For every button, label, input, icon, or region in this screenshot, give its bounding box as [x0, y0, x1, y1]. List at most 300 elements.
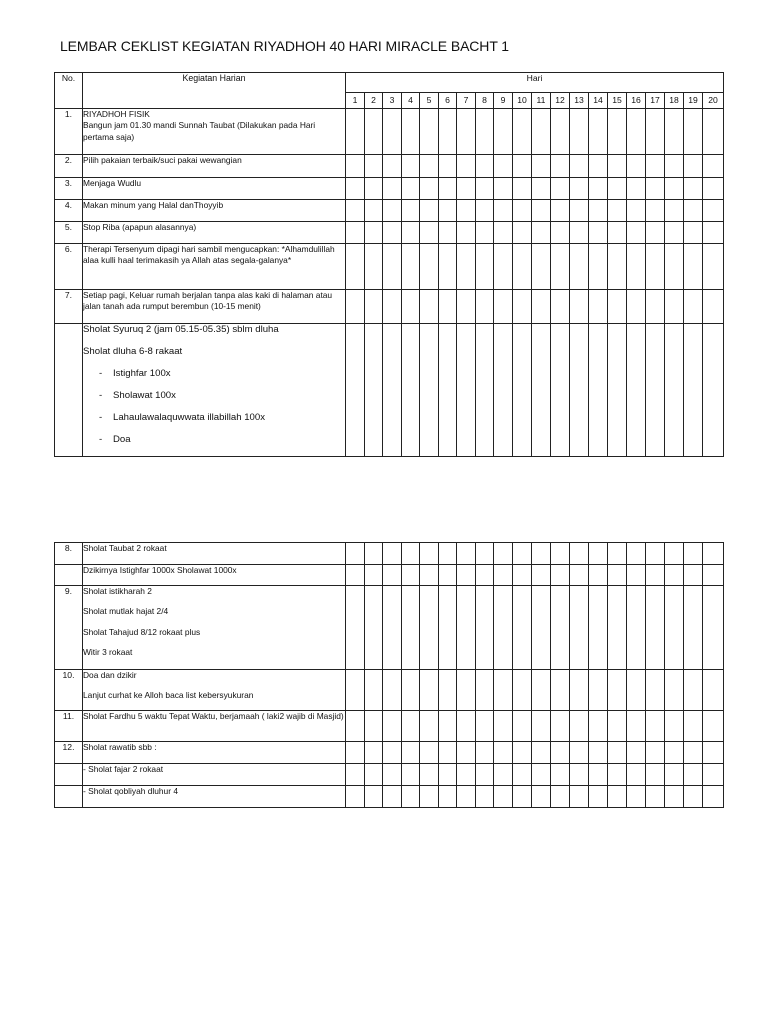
check-cell-day-2[interactable] [365, 222, 383, 244]
check-cell-day-4[interactable] [402, 786, 420, 808]
check-cell-day-17[interactable] [646, 324, 665, 457]
check-cell-day-15[interactable] [608, 543, 627, 565]
check-cell-day-19[interactable] [684, 244, 703, 290]
check-cell-day-15[interactable] [608, 711, 627, 742]
check-cell-day-18[interactable] [665, 178, 684, 200]
check-cell-day-4[interactable] [402, 324, 420, 457]
check-cell-day-5[interactable] [420, 565, 439, 586]
check-cell-day-10[interactable] [513, 155, 532, 178]
check-cell-day-16[interactable] [627, 200, 646, 222]
check-cell-day-13[interactable] [570, 222, 589, 244]
check-cell-day-4[interactable] [402, 565, 420, 586]
check-cell-day-3[interactable] [383, 155, 402, 178]
check-cell-day-2[interactable] [365, 109, 383, 155]
check-cell-day-5[interactable] [420, 324, 439, 457]
check-cell-day-2[interactable] [365, 670, 383, 711]
check-cell-day-11[interactable] [532, 786, 551, 808]
check-cell-day-10[interactable] [513, 244, 532, 290]
check-cell-day-5[interactable] [420, 290, 439, 324]
check-cell-day-10[interactable] [513, 543, 532, 565]
check-cell-day-14[interactable] [589, 586, 608, 670]
check-cell-day-18[interactable] [665, 711, 684, 742]
check-cell-day-6[interactable] [439, 290, 457, 324]
check-cell-day-9[interactable] [494, 290, 513, 324]
check-cell-day-4[interactable] [402, 178, 420, 200]
check-cell-day-19[interactable] [684, 543, 703, 565]
check-cell-day-17[interactable] [646, 742, 665, 764]
check-cell-day-20[interactable] [703, 109, 724, 155]
check-cell-day-13[interactable] [570, 565, 589, 586]
check-cell-day-9[interactable] [494, 565, 513, 586]
check-cell-day-7[interactable] [457, 711, 476, 742]
check-cell-day-9[interactable] [494, 543, 513, 565]
check-cell-day-15[interactable] [608, 290, 627, 324]
check-cell-day-3[interactable] [383, 290, 402, 324]
check-cell-day-6[interactable] [439, 670, 457, 711]
check-cell-day-12[interactable] [551, 565, 570, 586]
check-cell-day-17[interactable] [646, 178, 665, 200]
check-cell-day-1[interactable] [346, 786, 365, 808]
check-cell-day-13[interactable] [570, 543, 589, 565]
check-cell-day-4[interactable] [402, 711, 420, 742]
check-cell-day-12[interactable] [551, 670, 570, 711]
check-cell-day-17[interactable] [646, 670, 665, 711]
check-cell-day-7[interactable] [457, 178, 476, 200]
check-cell-day-20[interactable] [703, 244, 724, 290]
check-cell-day-8[interactable] [476, 324, 494, 457]
check-cell-day-12[interactable] [551, 711, 570, 742]
check-cell-day-15[interactable] [608, 670, 627, 711]
check-cell-day-6[interactable] [439, 200, 457, 222]
check-cell-day-7[interactable] [457, 586, 476, 670]
check-cell-day-17[interactable] [646, 155, 665, 178]
check-cell-day-1[interactable] [346, 764, 365, 786]
check-cell-day-8[interactable] [476, 586, 494, 670]
check-cell-day-13[interactable] [570, 109, 589, 155]
check-cell-day-10[interactable] [513, 109, 532, 155]
check-cell-day-7[interactable] [457, 670, 476, 711]
check-cell-day-16[interactable] [627, 155, 646, 178]
check-cell-day-13[interactable] [570, 290, 589, 324]
check-cell-day-20[interactable] [703, 178, 724, 200]
check-cell-day-16[interactable] [627, 178, 646, 200]
check-cell-day-16[interactable] [627, 586, 646, 670]
check-cell-day-4[interactable] [402, 290, 420, 324]
check-cell-day-3[interactable] [383, 586, 402, 670]
check-cell-day-1[interactable] [346, 742, 365, 764]
check-cell-day-2[interactable] [365, 711, 383, 742]
check-cell-day-19[interactable] [684, 764, 703, 786]
check-cell-day-9[interactable] [494, 586, 513, 670]
check-cell-day-16[interactable] [627, 742, 646, 764]
check-cell-day-8[interactable] [476, 222, 494, 244]
check-cell-day-3[interactable] [383, 565, 402, 586]
check-cell-day-20[interactable] [703, 711, 724, 742]
check-cell-day-3[interactable] [383, 200, 402, 222]
check-cell-day-14[interactable] [589, 178, 608, 200]
check-cell-day-15[interactable] [608, 742, 627, 764]
check-cell-day-16[interactable] [627, 222, 646, 244]
check-cell-day-14[interactable] [589, 244, 608, 290]
check-cell-day-7[interactable] [457, 290, 476, 324]
check-cell-day-19[interactable] [684, 711, 703, 742]
check-cell-day-17[interactable] [646, 786, 665, 808]
check-cell-day-5[interactable] [420, 178, 439, 200]
check-cell-day-16[interactable] [627, 764, 646, 786]
check-cell-day-11[interactable] [532, 155, 551, 178]
check-cell-day-10[interactable] [513, 324, 532, 457]
check-cell-day-7[interactable] [457, 764, 476, 786]
check-cell-day-2[interactable] [365, 200, 383, 222]
check-cell-day-13[interactable] [570, 786, 589, 808]
check-cell-day-2[interactable] [365, 565, 383, 586]
check-cell-day-4[interactable] [402, 670, 420, 711]
check-cell-day-8[interactable] [476, 786, 494, 808]
check-cell-day-6[interactable] [439, 786, 457, 808]
check-cell-day-20[interactable] [703, 786, 724, 808]
check-cell-day-10[interactable] [513, 200, 532, 222]
check-cell-day-18[interactable] [665, 786, 684, 808]
check-cell-day-11[interactable] [532, 324, 551, 457]
check-cell-day-4[interactable] [402, 155, 420, 178]
check-cell-day-19[interactable] [684, 178, 703, 200]
check-cell-day-12[interactable] [551, 244, 570, 290]
check-cell-day-1[interactable] [346, 543, 365, 565]
check-cell-day-12[interactable] [551, 200, 570, 222]
check-cell-day-20[interactable] [703, 200, 724, 222]
check-cell-day-6[interactable] [439, 586, 457, 670]
check-cell-day-5[interactable] [420, 586, 439, 670]
check-cell-day-1[interactable] [346, 711, 365, 742]
check-cell-day-12[interactable] [551, 178, 570, 200]
check-cell-day-8[interactable] [476, 244, 494, 290]
check-cell-day-11[interactable] [532, 742, 551, 764]
check-cell-day-14[interactable] [589, 565, 608, 586]
check-cell-day-5[interactable] [420, 711, 439, 742]
check-cell-day-9[interactable] [494, 670, 513, 711]
check-cell-day-15[interactable] [608, 324, 627, 457]
check-cell-day-19[interactable] [684, 742, 703, 764]
check-cell-day-9[interactable] [494, 200, 513, 222]
check-cell-day-6[interactable] [439, 543, 457, 565]
check-cell-day-12[interactable] [551, 764, 570, 786]
check-cell-day-18[interactable] [665, 764, 684, 786]
check-cell-day-14[interactable] [589, 670, 608, 711]
check-cell-day-20[interactable] [703, 290, 724, 324]
check-cell-day-3[interactable] [383, 764, 402, 786]
check-cell-day-8[interactable] [476, 742, 494, 764]
check-cell-day-11[interactable] [532, 109, 551, 155]
check-cell-day-3[interactable] [383, 670, 402, 711]
check-cell-day-5[interactable] [420, 786, 439, 808]
check-cell-day-5[interactable] [420, 543, 439, 565]
check-cell-day-2[interactable] [365, 290, 383, 324]
check-cell-day-17[interactable] [646, 586, 665, 670]
check-cell-day-10[interactable] [513, 711, 532, 742]
check-cell-day-11[interactable] [532, 244, 551, 290]
check-cell-day-10[interactable] [513, 222, 532, 244]
check-cell-day-2[interactable] [365, 244, 383, 290]
check-cell-day-12[interactable] [551, 290, 570, 324]
check-cell-day-18[interactable] [665, 109, 684, 155]
check-cell-day-17[interactable] [646, 109, 665, 155]
check-cell-day-6[interactable] [439, 764, 457, 786]
check-cell-day-19[interactable] [684, 290, 703, 324]
check-cell-day-7[interactable] [457, 543, 476, 565]
check-cell-day-20[interactable] [703, 586, 724, 670]
check-cell-day-5[interactable] [420, 109, 439, 155]
check-cell-day-2[interactable] [365, 324, 383, 457]
check-cell-day-8[interactable] [476, 109, 494, 155]
check-cell-day-8[interactable] [476, 764, 494, 786]
check-cell-day-18[interactable] [665, 565, 684, 586]
check-cell-day-9[interactable] [494, 109, 513, 155]
check-cell-day-18[interactable] [665, 222, 684, 244]
check-cell-day-6[interactable] [439, 244, 457, 290]
check-cell-day-9[interactable] [494, 786, 513, 808]
check-cell-day-8[interactable] [476, 543, 494, 565]
check-cell-day-15[interactable] [608, 222, 627, 244]
check-cell-day-9[interactable] [494, 155, 513, 178]
check-cell-day-2[interactable] [365, 155, 383, 178]
check-cell-day-20[interactable] [703, 324, 724, 457]
check-cell-day-4[interactable] [402, 543, 420, 565]
check-cell-day-11[interactable] [532, 586, 551, 670]
check-cell-day-10[interactable] [513, 786, 532, 808]
check-cell-day-10[interactable] [513, 742, 532, 764]
check-cell-day-16[interactable] [627, 670, 646, 711]
check-cell-day-15[interactable] [608, 244, 627, 290]
check-cell-day-14[interactable] [589, 155, 608, 178]
check-cell-day-19[interactable] [684, 200, 703, 222]
check-cell-day-12[interactable] [551, 109, 570, 155]
check-cell-day-4[interactable] [402, 200, 420, 222]
check-cell-day-2[interactable] [365, 742, 383, 764]
check-cell-day-10[interactable] [513, 586, 532, 670]
check-cell-day-19[interactable] [684, 565, 703, 586]
check-cell-day-15[interactable] [608, 586, 627, 670]
check-cell-day-5[interactable] [420, 200, 439, 222]
check-cell-day-1[interactable] [346, 109, 365, 155]
check-cell-day-3[interactable] [383, 786, 402, 808]
check-cell-day-9[interactable] [494, 324, 513, 457]
check-cell-day-12[interactable] [551, 543, 570, 565]
check-cell-day-6[interactable] [439, 565, 457, 586]
check-cell-day-1[interactable] [346, 178, 365, 200]
check-cell-day-16[interactable] [627, 565, 646, 586]
check-cell-day-18[interactable] [665, 543, 684, 565]
check-cell-day-1[interactable] [346, 670, 365, 711]
check-cell-day-17[interactable] [646, 764, 665, 786]
check-cell-day-8[interactable] [476, 670, 494, 711]
check-cell-day-17[interactable] [646, 290, 665, 324]
check-cell-day-15[interactable] [608, 786, 627, 808]
check-cell-day-8[interactable] [476, 711, 494, 742]
check-cell-day-16[interactable] [627, 109, 646, 155]
check-cell-day-11[interactable] [532, 711, 551, 742]
check-cell-day-13[interactable] [570, 764, 589, 786]
check-cell-day-16[interactable] [627, 711, 646, 742]
check-cell-day-2[interactable] [365, 786, 383, 808]
check-cell-day-3[interactable] [383, 109, 402, 155]
check-cell-day-13[interactable] [570, 244, 589, 290]
check-cell-day-1[interactable] [346, 565, 365, 586]
check-cell-day-1[interactable] [346, 200, 365, 222]
check-cell-day-8[interactable] [476, 155, 494, 178]
check-cell-day-20[interactable] [703, 222, 724, 244]
check-cell-day-6[interactable] [439, 324, 457, 457]
check-cell-day-5[interactable] [420, 764, 439, 786]
check-cell-day-7[interactable] [457, 200, 476, 222]
check-cell-day-6[interactable] [439, 155, 457, 178]
check-cell-day-9[interactable] [494, 244, 513, 290]
check-cell-day-7[interactable] [457, 786, 476, 808]
check-cell-day-13[interactable] [570, 742, 589, 764]
check-cell-day-1[interactable] [346, 155, 365, 178]
check-cell-day-5[interactable] [420, 742, 439, 764]
check-cell-day-5[interactable] [420, 244, 439, 290]
check-cell-day-17[interactable] [646, 222, 665, 244]
check-cell-day-5[interactable] [420, 155, 439, 178]
check-cell-day-10[interactable] [513, 670, 532, 711]
check-cell-day-7[interactable] [457, 155, 476, 178]
check-cell-day-19[interactable] [684, 109, 703, 155]
check-cell-day-1[interactable] [346, 586, 365, 670]
check-cell-day-15[interactable] [608, 155, 627, 178]
check-cell-day-17[interactable] [646, 244, 665, 290]
check-cell-day-18[interactable] [665, 244, 684, 290]
check-cell-day-4[interactable] [402, 244, 420, 290]
check-cell-day-15[interactable] [608, 178, 627, 200]
check-cell-day-11[interactable] [532, 222, 551, 244]
check-cell-day-5[interactable] [420, 670, 439, 711]
check-cell-day-8[interactable] [476, 290, 494, 324]
check-cell-day-14[interactable] [589, 742, 608, 764]
check-cell-day-7[interactable] [457, 565, 476, 586]
check-cell-day-19[interactable] [684, 586, 703, 670]
check-cell-day-18[interactable] [665, 200, 684, 222]
check-cell-day-3[interactable] [383, 711, 402, 742]
check-cell-day-10[interactable] [513, 290, 532, 324]
check-cell-day-19[interactable] [684, 155, 703, 178]
check-cell-day-16[interactable] [627, 290, 646, 324]
check-cell-day-1[interactable] [346, 244, 365, 290]
check-cell-day-8[interactable] [476, 565, 494, 586]
check-cell-day-17[interactable] [646, 200, 665, 222]
check-cell-day-16[interactable] [627, 244, 646, 290]
check-cell-day-11[interactable] [532, 178, 551, 200]
check-cell-day-11[interactable] [532, 670, 551, 711]
check-cell-day-18[interactable] [665, 742, 684, 764]
check-cell-day-11[interactable] [532, 543, 551, 565]
check-cell-day-14[interactable] [589, 109, 608, 155]
check-cell-day-15[interactable] [608, 200, 627, 222]
check-cell-day-19[interactable] [684, 222, 703, 244]
check-cell-day-11[interactable] [532, 290, 551, 324]
check-cell-day-13[interactable] [570, 711, 589, 742]
check-cell-day-4[interactable] [402, 742, 420, 764]
check-cell-day-19[interactable] [684, 324, 703, 457]
check-cell-day-17[interactable] [646, 711, 665, 742]
check-cell-day-18[interactable] [665, 324, 684, 457]
check-cell-day-13[interactable] [570, 200, 589, 222]
check-cell-day-9[interactable] [494, 178, 513, 200]
check-cell-day-11[interactable] [532, 200, 551, 222]
check-cell-day-4[interactable] [402, 109, 420, 155]
check-cell-day-6[interactable] [439, 742, 457, 764]
check-cell-day-10[interactable] [513, 178, 532, 200]
check-cell-day-18[interactable] [665, 290, 684, 324]
check-cell-day-16[interactable] [627, 786, 646, 808]
check-cell-day-12[interactable] [551, 742, 570, 764]
check-cell-day-3[interactable] [383, 742, 402, 764]
check-cell-day-9[interactable] [494, 764, 513, 786]
check-cell-day-14[interactable] [589, 711, 608, 742]
check-cell-day-10[interactable] [513, 764, 532, 786]
check-cell-day-19[interactable] [684, 786, 703, 808]
check-cell-day-3[interactable] [383, 244, 402, 290]
check-cell-day-14[interactable] [589, 543, 608, 565]
check-cell-day-14[interactable] [589, 764, 608, 786]
check-cell-day-9[interactable] [494, 711, 513, 742]
check-cell-day-20[interactable] [703, 764, 724, 786]
check-cell-day-20[interactable] [703, 155, 724, 178]
check-cell-day-16[interactable] [627, 324, 646, 457]
check-cell-day-4[interactable] [402, 764, 420, 786]
check-cell-day-14[interactable] [589, 290, 608, 324]
check-cell-day-8[interactable] [476, 178, 494, 200]
check-cell-day-1[interactable] [346, 324, 365, 457]
check-cell-day-6[interactable] [439, 178, 457, 200]
check-cell-day-7[interactable] [457, 222, 476, 244]
check-cell-day-14[interactable] [589, 200, 608, 222]
check-cell-day-15[interactable] [608, 565, 627, 586]
check-cell-day-17[interactable] [646, 543, 665, 565]
check-cell-day-13[interactable] [570, 155, 589, 178]
check-cell-day-18[interactable] [665, 586, 684, 670]
check-cell-day-12[interactable] [551, 155, 570, 178]
check-cell-day-15[interactable] [608, 109, 627, 155]
check-cell-day-8[interactable] [476, 200, 494, 222]
check-cell-day-12[interactable] [551, 786, 570, 808]
check-cell-day-10[interactable] [513, 565, 532, 586]
check-cell-day-6[interactable] [439, 222, 457, 244]
check-cell-day-17[interactable] [646, 565, 665, 586]
check-cell-day-6[interactable] [439, 711, 457, 742]
check-cell-day-12[interactable] [551, 586, 570, 670]
check-cell-day-18[interactable] [665, 670, 684, 711]
check-cell-day-14[interactable] [589, 786, 608, 808]
check-cell-day-12[interactable] [551, 324, 570, 457]
check-cell-day-13[interactable] [570, 586, 589, 670]
check-cell-day-11[interactable] [532, 764, 551, 786]
check-cell-day-1[interactable] [346, 222, 365, 244]
check-cell-day-6[interactable] [439, 109, 457, 155]
check-cell-day-19[interactable] [684, 670, 703, 711]
check-cell-day-20[interactable] [703, 670, 724, 711]
check-cell-day-7[interactable] [457, 109, 476, 155]
check-cell-day-12[interactable] [551, 222, 570, 244]
check-cell-day-13[interactable] [570, 178, 589, 200]
check-cell-day-9[interactable] [494, 742, 513, 764]
check-cell-day-20[interactable] [703, 543, 724, 565]
check-cell-day-3[interactable] [383, 178, 402, 200]
check-cell-day-7[interactable] [457, 742, 476, 764]
check-cell-day-2[interactable] [365, 543, 383, 565]
check-cell-day-4[interactable] [402, 222, 420, 244]
check-cell-day-7[interactable] [457, 244, 476, 290]
check-cell-day-2[interactable] [365, 764, 383, 786]
